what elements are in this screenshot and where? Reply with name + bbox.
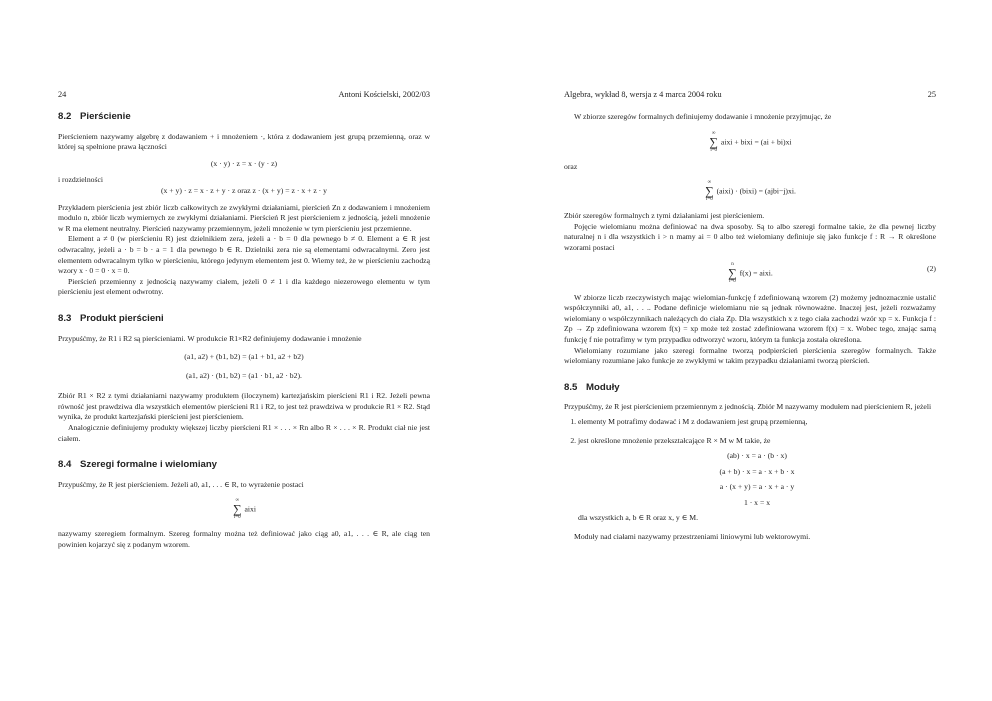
left-content [58, 112, 430, 551]
paragraph: W zbiorze szeregów formalnych definiujemy dodawanie i mnożenie przyjmując, że [574, 112, 832, 121]
paragraph: Przykładem pierścienia jest zbiór liczb całkowitych ze zwykłymi działaniami, pierścień Zn z dodawaniem i mnożeniem modulo n, zbiór liczb wymiernych ze zwykłymi działaniami. Pierścień R jest pierścieniem z jednością, jeżeli mnożenie w R ma element neutralny. Pierścień nazywamy przemiennym, jeżeli mnożenie w tym pierścieniu jest przemienne. [58, 202, 430, 233]
equation-polynomial: n ∑ i=0 f(x) = aixi. (2) [728, 261, 936, 284]
left-running-title: Antoni Kościelski, 2002/03 [338, 90, 430, 99]
paragraph: Analogicznie definiujemy produkty większej liczby pierścieni R1 × . . . × Rn albo R × . . . × R. Produkt ciał nie jest ciałem. [58, 423, 430, 443]
section-number: 8.4 [58, 459, 72, 471]
paragraph: Pierścieniem nazywamy algebrę z dodawaniem + i mnożeniem ·, która z dodawaniem jest grupą przemienną, oraz w której są spełnione prawa łączności [58, 131, 430, 152]
paragraph: Przypuśćmy, że R1 i R2 są pierścieniami. W produkcie R1×R2 definiujemy dodawanie i mnożenie [58, 333, 362, 343]
equation: 1 · x = x [743, 497, 771, 507]
equation-series-sum: ∞ ∑ i=0 aixi + bixi = (ai + bi)xi [709, 130, 792, 153]
paragraph: i rozdzielności [58, 175, 104, 185]
paragraph: Wielomiany rozumiane jako szeregi formalne tworzą podpierścień pierścienia szeregów formalnych. Także wielomiany rozumiane jako funkcje ze zwykłymi w takim przypadku działaniami tworzą pierścień. [564, 345, 936, 366]
paragraph: oraz [564, 161, 578, 171]
module-axioms-list [564, 417, 936, 524]
paragraph: Pierścień przemienny z jednością nazywamy ciałem, jeżeli 0 ≠ 1 i dla każdego niezerowego elementu w tym pierścieniu jest element odwrotny. [58, 276, 430, 297]
equation-series-product: ∞ ∑ i=0 (aixi) · (bixi) = (ajbi−j)xi. [705, 180, 796, 203]
list-item: 1. elementy M potrafimy dodawać i M z dodawaniem jest grupą przemienną, [578, 417, 936, 428]
equation-number: (2) [927, 263, 936, 273]
section-number: 8.2 [58, 111, 72, 122]
summation-sign: ∞ ∑ i=0 [232, 498, 242, 521]
section-heading-8-5 [564, 383, 936, 394]
section-title: Moduły [586, 381, 620, 393]
equation-distributivity: (x + y) · z = x · z + y · z oraz z · (x + y) = z · x + z · y [160, 185, 328, 195]
equation: (a + b) · x = a · x + b · x [719, 466, 795, 476]
section-number: 8.5 [564, 381, 578, 393]
section-title: Pierścienie [80, 111, 131, 122]
left-page [58, 0, 430, 701]
paragraph: Element a ≠ 0 (w pierścieniu R) jest dzielnikiem zera, jeżeli a · b = 0 dla pewnego b ≠ 0. Element a ∈ R jest odwracalny, jeżeli a · b = b · a = 1 dla pewnego b ∈ R. Dzielniki zera nie są elementami odwracalnymi. Zero jest elementem odwracalnym tylko w pierścieniu, którego jedynym elementem jest 0. Wiemy też, że w pierścieniu zachodzą wzory x · 0 = 0 · x = 0. [58, 234, 430, 276]
section-heading-8-4 [58, 460, 430, 471]
section-number: 8.3 [58, 312, 72, 324]
paragraph: Moduły nad ciałami nazywamy przestrzeniami liniowymi lub wektorowymi. [574, 532, 811, 542]
paragraph: Zbiór R1 × R2 z tymi działaniami nazywamy produktem (iloczynem) kartezjańskim pierścieni R1 i R2. Jeżeli pewna równość jest prawdziwa dla wszystkich elementów pierścieni R1 i R2, to jest też prawdziwa w produkcie R1 × R2. Stąd wynika, że produkt kartezjański pierścieni jest pierścieniem. [58, 391, 430, 422]
section-title: Szeregi formalne i wielomiany [80, 459, 218, 471]
equation-associativity: (x · y) · z = x · (y · z) [210, 158, 278, 168]
equation-product-add: (a1, a2) + (b1, b2) = (a1 + b1, a2 + b2) [184, 352, 304, 362]
section-heading-8-3 [58, 314, 430, 325]
paragraph: Pojęcie wielomianu można definiować na dwa sposoby. Są to albo szeregi formalne takie, że dla pewnej liczby naturalnej n i dla wszystkich i > n mamy ai = 0 albo też wielomiany definiuje się jako funkcje f : R → R określone wzorami postaci [564, 221, 936, 252]
right-page [564, 0, 936, 701]
paragraph: Zbiór szeregów formalnych z tymi działaniami jest pierścieniem. [564, 211, 765, 221]
left-page-number: 24 [58, 90, 67, 99]
list-item: 2. jest określone mnożenie przekształcające R × M w M takie, że (ab) · x = a · (b · x) (a + b) · x = a · x + b · x a · (x + y) = a · x + a · y 1 · x = x dla wszystkich a, b ∈ R oraz x, y ∈ M. [578, 436, 936, 525]
equation-formal-series: ∞ ∑ i=0 aixi [232, 498, 256, 521]
paragraph: Przypuśćmy, że R jest pierścieniem przemiennym z jednością. Zbiór M nazywamy modułem nad pierścieniem R, jeżeli [564, 402, 932, 412]
equation-product-mul: (a1, a2) · (b1, b2) = (a1 · b1, a2 · b2). [186, 370, 302, 380]
right-running-title: Algebra, wykład 8, wersja z 4 marca 2004 roku [564, 90, 722, 99]
equation: a · (x + y) = a · x + a · y [719, 482, 795, 492]
section-heading-8-2 [58, 112, 430, 123]
equation: (ab) · x = a · (b · x) [727, 451, 787, 461]
paragraph: nazywamy szeregiem formalnym. Szereg formalny można też definiować jako ciąg a0, a1, . . . ∈ R, ale ciąg ten powinien kojarzyć się z podanym wzorem. [58, 529, 430, 550]
right-page-number: 25 [927, 90, 936, 99]
paragraph: W zbiorze liczb rzeczywistych mając wielomian-funkcję f zdefiniowaną wzorem (2) możemy jednoznacznie ustalić współczynniki a0, a1, . . .. Podane definicje wielomianu nie są jednak równoważne. Inaczej jest, jeżeli rozważamy wielomiany o współczynnikach należących do ciała Zp. Dla wszystkich x z tego ciała zachodzi wzór xp = x. Funkcja f : Zp → Zp zdefiniowana wzorem f(x) = xp może też zostać zdefiniowana wzorem f(x) = x. Wobec tego, znając samą funkcję f nie potrafimy w tym przypadku odtworzyć wzoru, którym ta funkcja została określona. [564, 292, 936, 344]
section-title: Produkt pierścieni [80, 312, 164, 324]
paragraph: Przypuśćmy, że R jest pierścieniem. Jeżeli a0, a1, . . . ∈ R, to wyrażenie postaci [58, 479, 304, 489]
right-content [564, 112, 936, 543]
